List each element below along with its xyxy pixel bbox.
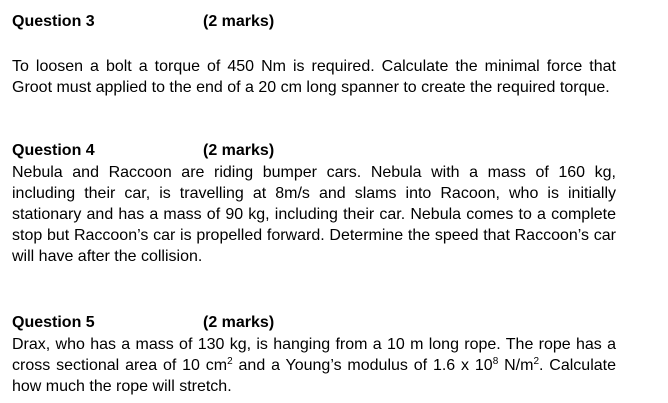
- question-marks: (2 marks): [203, 314, 275, 331]
- question-title: Question 4: [12, 142, 95, 159]
- question-text: Nebula and Raccoon are riding bumper cars. Nebula with a mass of 160 kg, including their car, is travelling at 8m/s and slams into Racoon, who is initially stationary and has a mass of 90 kg, including their car. Nebula comes to a complete stop but Raccoon’s car is propelled forward. Determine the speed that Raccoon’s car will have after the collision.: [12, 164, 616, 265]
- question-4: [12, 141, 616, 267]
- question-text: [12, 334, 616, 397]
- question-marks: (2 marks): [203, 13, 275, 30]
- question-header: [12, 12, 616, 32]
- question-marks: (2 marks): [203, 142, 275, 159]
- question-text-part: N/m: [498, 357, 534, 374]
- question-text: To loosen a bolt a torque of 450 Nm is required. Calculate the minimal force that Groot must applied to the end of a 20 cm long spanner to create the required torque.: [12, 58, 616, 96]
- question-header: [12, 141, 616, 161]
- question-text-part: . Calculate how much the rope will stretch.: [12, 357, 616, 395]
- question-text-part: Drax, who has a mass of 130 kg, is hanging from a 10 m long rope. The rope has a cross sectional area of 10 cm: [12, 336, 616, 374]
- question-title: Question 5: [12, 314, 95, 331]
- question-text-part: and a Young’s modulus of 1.6 x 10: [232, 357, 493, 374]
- question-5: [12, 313, 616, 397]
- question-header: [12, 313, 616, 333]
- question-3: [12, 12, 616, 98]
- superscript: 2: [533, 356, 539, 367]
- superscript: 8: [492, 356, 499, 367]
- question-title: Question 3: [12, 13, 95, 30]
- superscript: 2: [227, 356, 233, 367]
